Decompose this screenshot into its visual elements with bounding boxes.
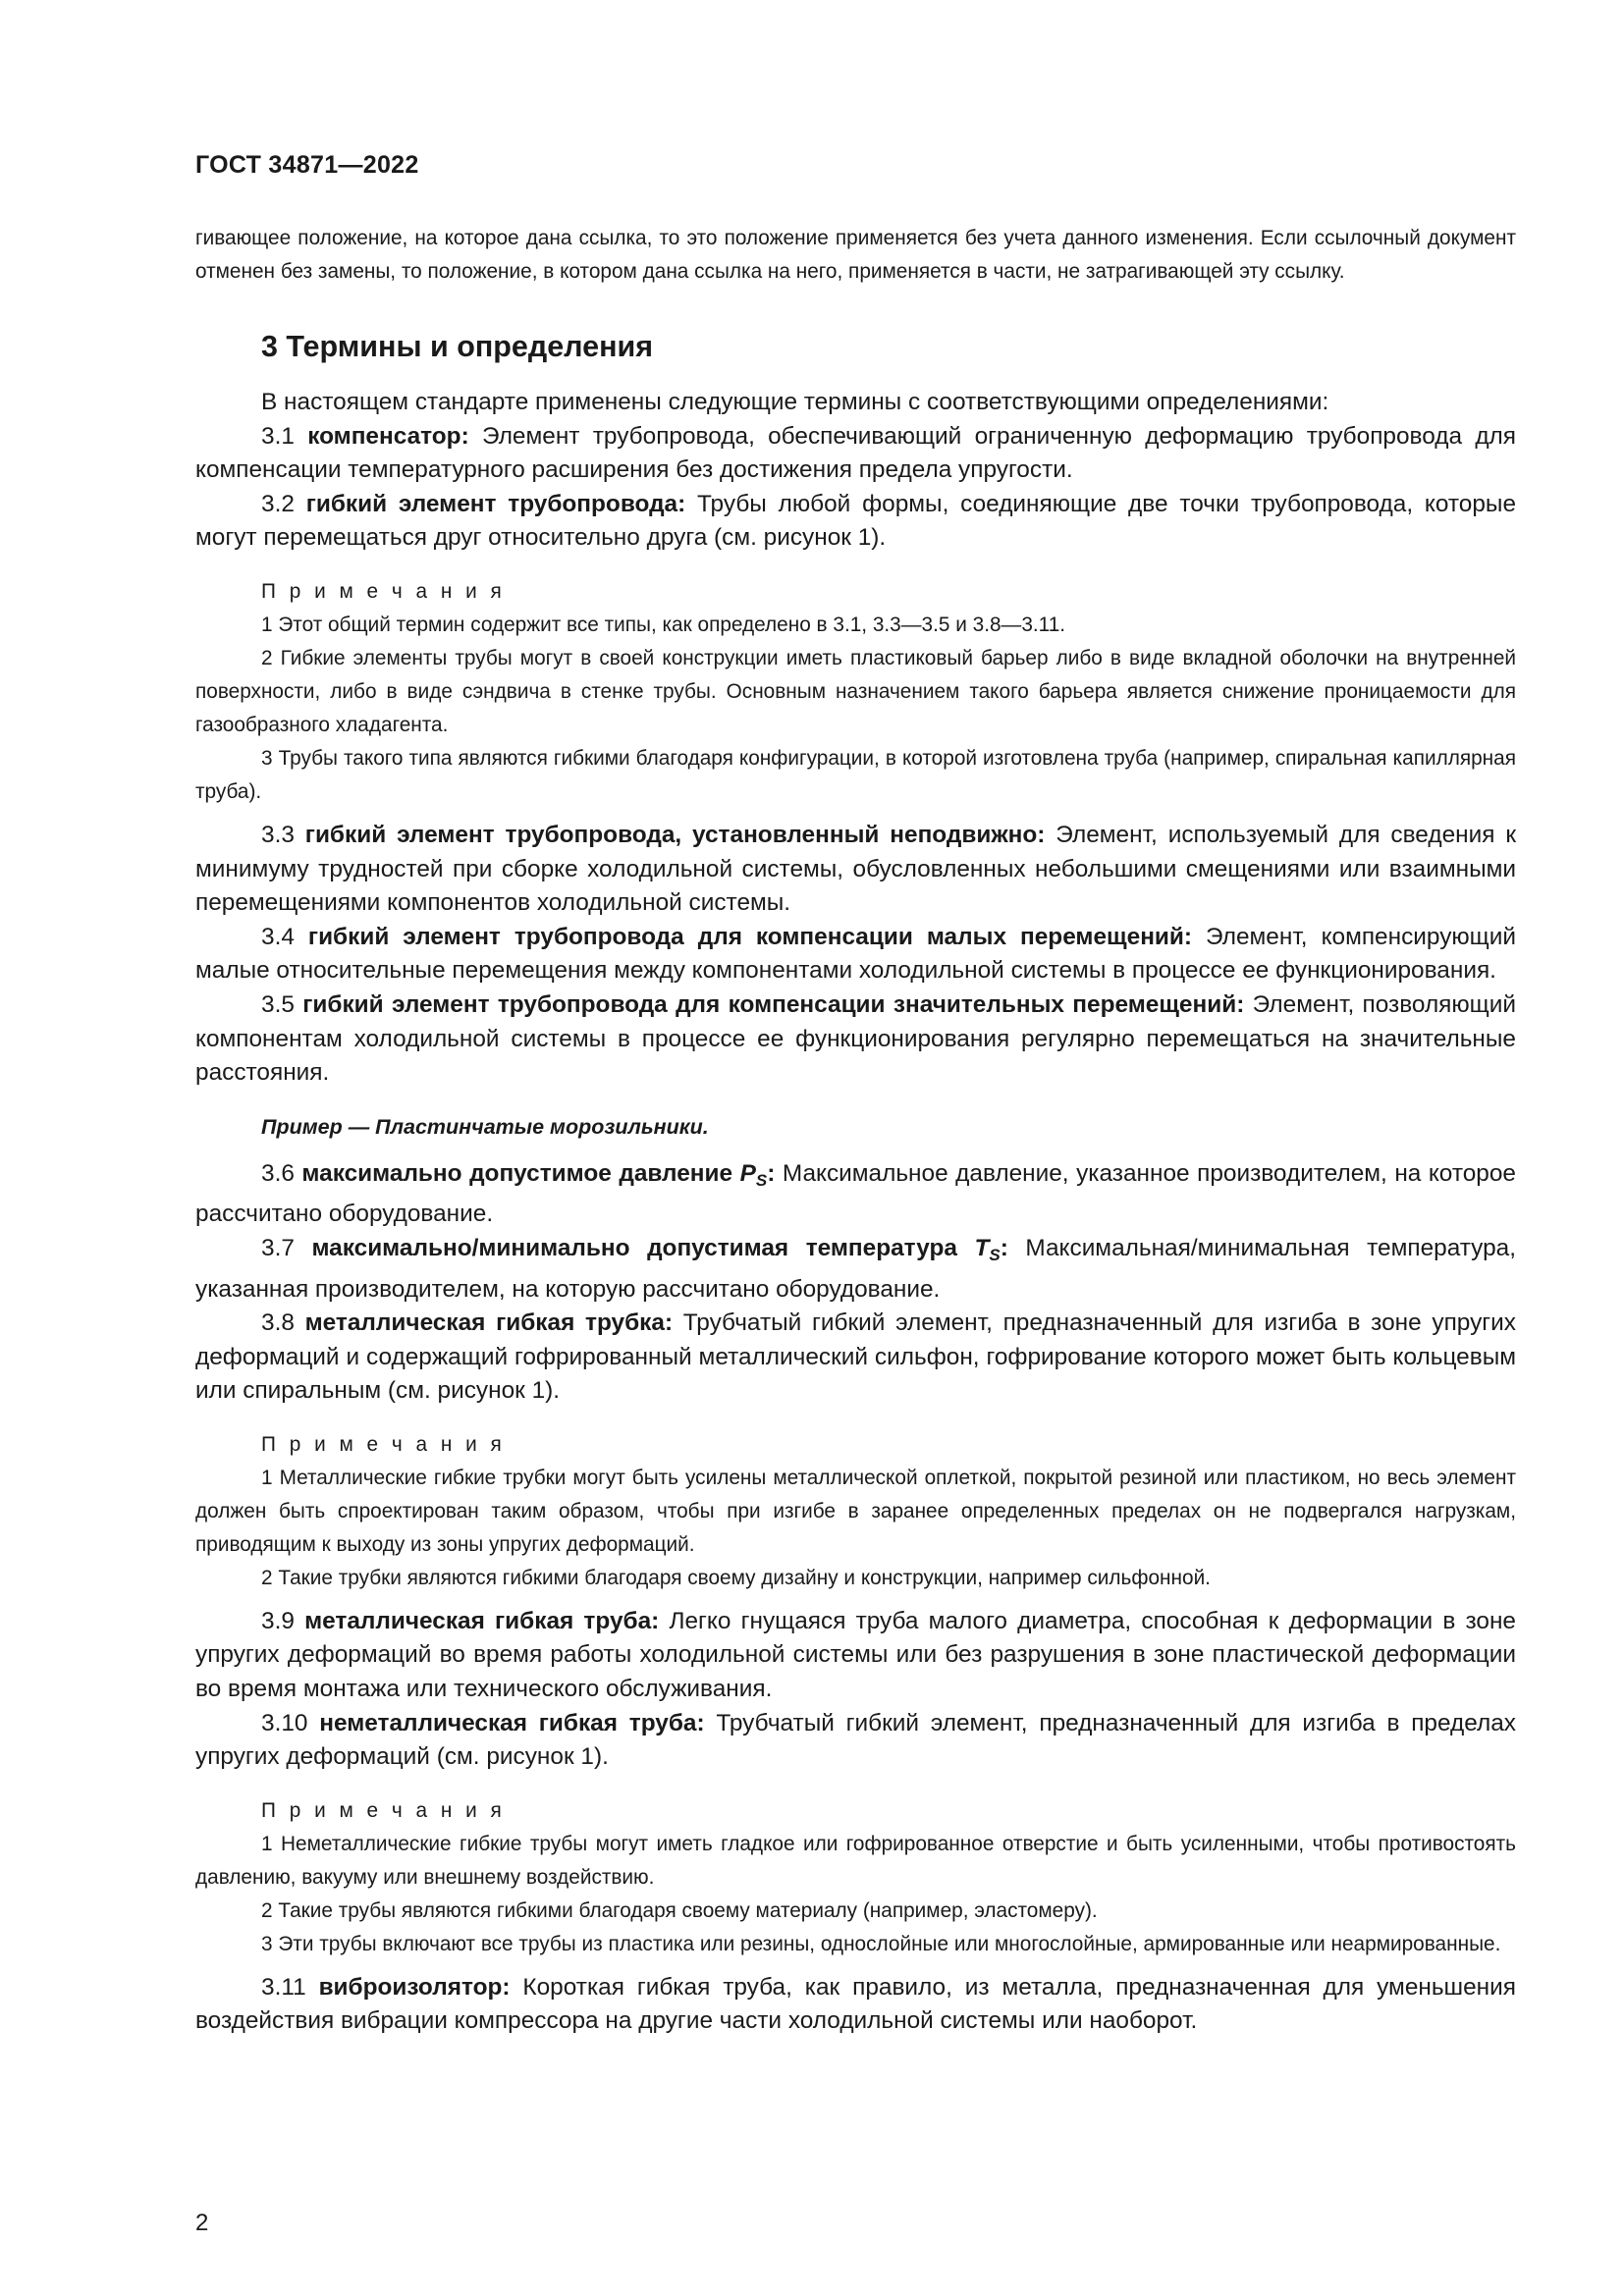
- note-item: 3 Трубы такого типа являются гибкими благодаря конфигурации, в которой изготовлена труба (например, спиральная капиллярная труба).: [195, 746, 1516, 803]
- term-3-6: 3.6 максимально допустимое давление $P_S$: Максимальное давление, указанное производителем, на которое рассчитано оборудование.: [195, 1159, 1516, 1228]
- term-3-3: 3.3 гибкий элемент трубопровода, установленный неподвижно: Элемент, используемый для сведения к минимуму трудностей при сборке холодильной системы, обусловленных небольшими смещениями или взаимными перемещениями компонентов холодильной системы.: [195, 821, 1516, 917]
- note-item: 3 Эти трубы включают все трубы из пластика или резины, однослойные или многослойные, армированные или неармированные.: [261, 1932, 1501, 1955]
- term-3-8: 3.8 металлическая гибкая трубка: Трубчатый гибкий элемент, предназначенный для изгиба в зоне упругих деформаций и содержащий гофрированный металлический сильфон, гофрирование которого может быть кольцевым или спиральным (см. рисунок 1).: [195, 1309, 1516, 1405]
- term-3-9: 3.9 металлическая гибкая труба: Легко гнущаяся труба малого диаметра, способная к деформации в зоне упругих деформаций во время работы холодильной системы или без разрушения в зоне пластической деформации во время монтажа или технического обслуживания.: [195, 1607, 1516, 1703]
- intro-paragraph: гивающее положение, на которое дана ссылка, то это положение применяется без учета данного изменения. Если ссылочный документ отменен без замены, то положение, в котором дана ссылка на него, применяется в части, не затрагивающей эту ссылку.: [195, 227, 1516, 283]
- document-page: [195, 0, 1516, 2296]
- document-header: ГОСТ 34871—2022: [195, 151, 419, 179]
- notes-block-3: [195, 1794, 1516, 1961]
- term-3-11: 3.11 виброизолятор: Короткая гибкая труба, как правило, из металла, предназначенная для уменьшения воздействия вибрации компрессора на другие части холодильной системы или наоборот.: [195, 1973, 1516, 2035]
- term-3-5: 3.5 гибкий элемент трубопровода для компенсации значительных перемещений: Элемент, позволяющий компонентам холодильной системы в процессе ее функционирования регулярно перемещаться на значительные расстояния.: [195, 990, 1517, 1087]
- notes-label: П р и м е ч а н и я: [261, 1798, 506, 1822]
- term-3-1: 3.1 компенсатор: Элемент трубопровода, обеспечивающий ограниченную деформацию трубопровода для компенсации температурного расширения без достижения предела упругости.: [195, 422, 1516, 484]
- note-item: 1 Металлические гибкие трубки могут быть усилены металлической оплеткой, покрытой резиной или пластиком, но весь элемент должен быть спроектирован таким образом, чтобы при изгибе в заранее определенных пределах он не подвергался нагрузкам, приводящим к выходу из зоны упругих деформаций.: [195, 1466, 1516, 1556]
- document-content: [195, 222, 1516, 2039]
- notes-block-2: [195, 1428, 1516, 1595]
- term-3-4: 3.4 гибкий элемент трубопровода для компенсации малых перемещений: Элемент, компенсирующий малые относительные перемещения между компонентами холодильной системы в процессе ее функционирования.: [195, 923, 1517, 985]
- note-item: 2 Такие трубки являются гибкими благодаря своему дизайну и конструкции, например сильфонной.: [261, 1566, 1211, 1589]
- example-text: Пример — Пластинчатые морозильники.: [261, 1114, 709, 1139]
- page-number: 2: [195, 2210, 209, 2236]
- notes-label: П р и м е ч а н и я: [261, 1432, 506, 1456]
- note-item: 1 Неметаллические гибкие трубы могут иметь гладкое или гофрированное отверстие и быть усиленными, чтобы противостоять давлению, вакууму или внешнему воздействию.: [195, 1832, 1516, 1889]
- notes-block-1: [195, 575, 1516, 809]
- note-item: 2 Гибкие элементы трубы могут в своей конструкции иметь пластиковый барьер либо в виде вкладной оболочки на внутренней поверхности, либо в виде сэндвича в стенке трубы. Основным назначением такого барьера является снижение проницаемости для газообразного хладагента.: [195, 646, 1516, 736]
- note-item: 1 Этот общий термин содержит все типы, как определено в 3.1, 3.3—3.5 и 3.8—3.11.: [261, 613, 1066, 636]
- term-3-10: 3.10 неметаллическая гибкая труба: Трубчатый гибкий элемент, предназначенный для изгиба в пределах упругих деформаций (см. рисунок 1).: [195, 1709, 1516, 1771]
- section-title: 3 Термины и определения: [261, 330, 654, 363]
- note-item: 2 Такие трубы являются гибкими благодаря своему материалу (например, эластомеру).: [261, 1898, 1098, 1922]
- lead-paragraph: В настоящем стандарте применены следующие термины с соответствующими определениями:: [261, 389, 1329, 415]
- term-3-7: 3.7 максимально/минимально допустимая температура $T_S$: Максимальная/минимальная температура, указанная производителем, на которую рассчитано оборудование.: [195, 1234, 1517, 1303]
- notes-label: П р и м е ч а н и я: [261, 579, 506, 603]
- term-3-2: 3.2 гибкий элемент трубопровода: Трубы любой формы, соединяющие две точки трубопровода, которые могут перемещаться друг относительно друга (см. рисунок 1).: [195, 490, 1517, 552]
